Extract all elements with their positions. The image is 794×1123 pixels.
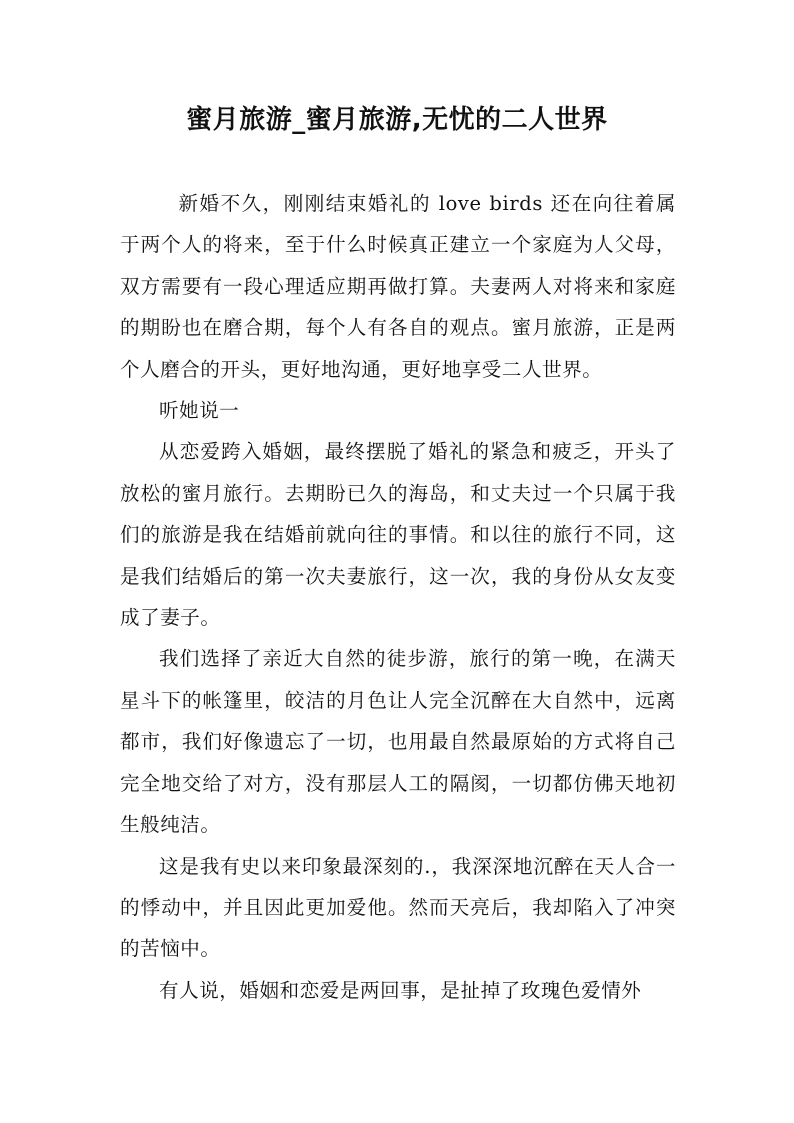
paragraph: 有人说，婚姻和恋爱是两回事，是扯掉了玫瑰色爱情外 [159,978,642,1002]
paragraph: 这是我有史以来印象最深刻的.，我深深地沉醉在天人合一的悸动中，并且因此更加爱他。然而天亮后，我却陷入了冲突的苦恼中。 [120,854,676,961]
paragraph-intro: 新婚不久，刚刚结束婚礼的 love birds 还在向往着属于两个人的将来，至于什么时候真正建立一个家庭为人父母，双方需要有一段心理适应期再做打算。夫妻两人对将来和家庭的期盼也在磨合期，每个人有各自的观点。蜜月旅游，正是两个人磨合的开头，更好地沟通，更好地享受二人世界。 [120,192,676,381]
paragraph: 从恋爱跨入婚姻，最终摆脱了婚礼的紧急和疲乏，开头了放松的蜜月旅行。去期盼已久的海岛，和丈夫过一个只属于我们的旅游是我在结婚前就向往的事情。和以往的旅行不同，这是我们结婚后的第一次夫妻旅行，这一次，我的身份从女友变成了妻子。 [120,440,676,630]
document-body [120,183,676,1011]
document-title: 蜜月旅游_蜜月旅游,无忧的二人世界 [186,105,608,135]
section-heading: 听她说一 [159,399,240,423]
paragraph: 我们选择了亲近大自然的徒步游，旅行的第一晚，在满天星斗下的帐篷里，皎洁的月色让人完全沉醉在大自然中，远离都市，我们好像遗忘了一切，也用最自然最原始的方式将自己完全地交给了对方，没有那层人工的隔阂，一切都仿佛天地初生般纯洁。 [120,647,676,837]
